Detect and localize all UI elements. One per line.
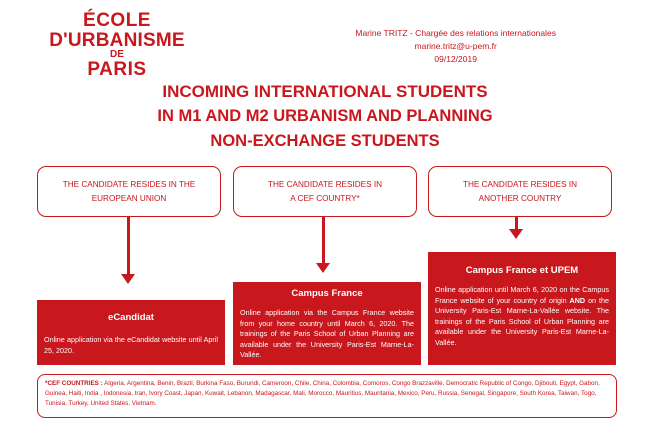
result-text: Online application via the eCandidat website until April 25, 2020. [44, 335, 218, 355]
result-title: Campus France [291, 288, 363, 299]
condition-text-line-2: ANOTHER COUNTRY [478, 193, 562, 203]
cef-countries-list: Algeria, Argentina, Benin, Brazil, Burkina Faso, Burundi, Cameroon, Chile, China, Colombia, Comoros, Congo Brazzaville, Democratic Republic of Congo, Djibouti, Egypt, Gabon, Guinea, Haiti, India , Indonesia, Iran, Ivory Coast, Japan, Kuwait, Lebanon, Madagascar, Mali, Morocco, Mauritius, Mauritania, Mexico, Peru, Russia, Senegal, Singapore, South Korea, Taiwan, Togo, Tunisia, Turkey, United States, Vietnam. [45, 380, 600, 407]
condition-european-union [37, 166, 221, 217]
cef-countries-label: *CEF COUNTRIES : [45, 380, 103, 387]
title-line-2: IN M1 AND M2 URBANISM AND PLANNING [157, 107, 493, 125]
result-text-after: on the University Paris-Est Marne-La-Vallée website. The trainings of the Paris School of Urban Planning are available under the University Paris-Est Marne-La-Vallée. [435, 295, 610, 347]
school-logo [37, 11, 197, 79]
contact-block [355, 27, 556, 66]
condition-text-line-1: THE CANDIDATE RESIDES IN [267, 179, 383, 189]
title-line-3: NON-EXCHANGE STUDENTS [210, 132, 440, 150]
result-text [435, 285, 609, 349]
result-title: eCandidat [108, 312, 154, 323]
title-line-1: INCOMING INTERNATIONAL STUDENTS [162, 82, 488, 101]
page-title [0, 79, 650, 154]
result-text-before: Online application until March 6, 2020 on the Campus France website of your country of origin [435, 285, 609, 305]
condition-text-line-1: THE CANDIDATE RESIDES IN THE [62, 179, 196, 189]
logo-line-urbanisme: D'URBANISME [49, 30, 185, 51]
result-campus-france [233, 282, 421, 365]
condition-other-country [428, 166, 612, 217]
result-campus-france-upem [428, 252, 616, 365]
condition-cef-country [233, 166, 417, 217]
result-text: Online application via the Campus France website from your home country until March 6, 2020. The trainings of the Paris School of Urban Planning are available under the University Paris-Est Marne-La-Vallée. [240, 308, 414, 360]
contact-email: marine.tritz@u-pem.fr [414, 41, 497, 51]
result-text-bold: AND [569, 295, 586, 305]
condition-text-line-1: THE CANDIDATE RESIDES IN [462, 179, 578, 189]
cef-countries-note [37, 374, 617, 418]
logo-line-paris: PARIS [87, 59, 147, 80]
condition-text-line-2: A CEF COUNTRY* [290, 193, 360, 203]
document-date: 09/12/2019 [434, 54, 477, 64]
logo-line-de: DE [110, 49, 124, 60]
condition-text-line-2: EUROPEAN UNION [91, 193, 167, 203]
contact-name: Marine TRITZ - Chargée des relations internationales [355, 28, 556, 38]
result-title: Campus France et UPEM [465, 265, 579, 276]
logo-line-ecole: ÉCOLE [83, 10, 151, 31]
result-ecandidat [37, 300, 225, 365]
